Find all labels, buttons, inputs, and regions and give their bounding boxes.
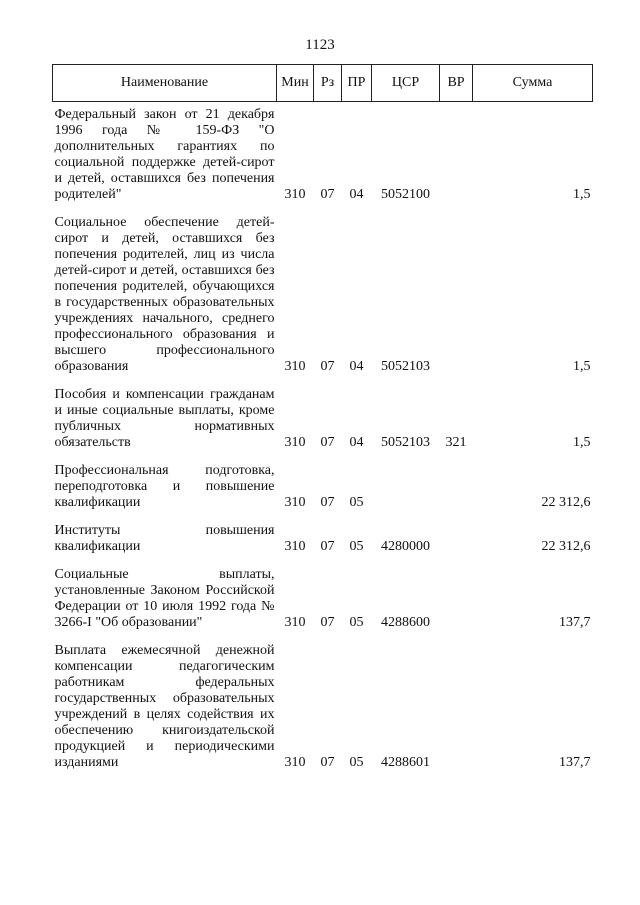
row-min: 310 [284, 615, 306, 630]
row-pr: 04 [349, 435, 364, 450]
row-name: Пособия и компенсации гражданам и иные социальные выплаты, кроме публичных нормативных обязательств [54, 387, 275, 450]
header-name: Наименование [53, 65, 277, 102]
row-pr: 05 [349, 615, 364, 630]
row-vr [440, 102, 473, 211]
row-name: Институты повышения квалификации [54, 523, 275, 554]
row-csr [372, 458, 440, 518]
header-pr: ПР [342, 65, 372, 102]
budget-table [52, 64, 593, 778]
row-sum: 1,5 [573, 187, 591, 202]
row-min: 310 [284, 187, 306, 202]
row-csr: 4288601 [381, 755, 430, 770]
row-csr: 4288600 [381, 615, 430, 630]
header-min: Мин [277, 65, 314, 102]
row-vr [440, 562, 473, 638]
row-sum: 1,5 [573, 359, 591, 374]
table-row [53, 210, 593, 382]
table-header-row [53, 65, 593, 102]
row-vr: 321 [445, 435, 467, 450]
row-min: 310 [284, 539, 306, 554]
row-name: Социальное обеспечение детей-сирот и детей, оставшихся без попечения родителей, лиц из числа детей-сирот и детей, оставшихся без попечения родителей, обучающихся в государственных образовательных учреждениях начального, среднего профессионального образования и высшего профессионального образования [54, 215, 275, 374]
row-pr: 04 [349, 359, 364, 374]
row-rz: 07 [320, 539, 335, 554]
table-row [53, 382, 593, 458]
row-vr [440, 210, 473, 382]
row-rz: 07 [320, 755, 335, 770]
page-number: 1123 [305, 37, 335, 53]
row-sum: 22 312,6 [541, 495, 591, 510]
row-vr [440, 458, 473, 518]
row-rz: 07 [320, 187, 335, 202]
table-row [53, 458, 593, 518]
row-name: Профессиональная подготовка, переподготовка и повышение квалификации [54, 463, 275, 510]
row-vr [440, 638, 473, 778]
row-name: Социальные выплаты, установленные Законом Российской Федерации от 10 июля 1992 года № 3266-I "Об образовании" [54, 567, 275, 630]
row-sum: 22 312,6 [541, 539, 591, 554]
row-sum: 1,5 [573, 435, 591, 450]
table-row [53, 562, 593, 638]
table-row [53, 638, 593, 778]
header-vr: ВР [440, 65, 473, 102]
row-rz: 07 [320, 615, 335, 630]
row-min: 310 [284, 755, 306, 770]
row-csr: 4280000 [381, 539, 430, 554]
row-csr: 5052100 [381, 187, 430, 202]
row-csr: 5052103 [381, 435, 430, 450]
row-min: 310 [284, 495, 306, 510]
row-rz: 07 [320, 359, 335, 374]
table-row [53, 518, 593, 562]
row-rz: 07 [320, 495, 335, 510]
row-name: Выплата ежемесячной денежной компенсации педагогическим работникам федеральных государственных образовательных учреждений в целях содействия их обеспечению книгоиздательской продукцией и периодическими изданиями [54, 643, 275, 770]
row-min: 310 [284, 359, 306, 374]
row-sum: 137,7 [559, 755, 591, 770]
row-pr: 05 [349, 495, 364, 510]
row-rz: 07 [320, 435, 335, 450]
row-vr [440, 518, 473, 562]
header-sum: Сумма [473, 65, 593, 102]
header-rz: Рз [314, 65, 342, 102]
row-min: 310 [284, 435, 306, 450]
row-sum: 137,7 [559, 615, 591, 630]
table-row [53, 102, 593, 211]
header-csr: ЦСР [372, 65, 440, 102]
row-pr: 05 [349, 755, 364, 770]
row-pr: 04 [349, 187, 364, 202]
row-name: Федеральный закон от 21 декабря 1996 года № 159-ФЗ "О дополнительных гарантиях по социальной поддержке детей-сирот и детей, оставшихся без попечения родителей" [54, 107, 275, 202]
row-pr: 05 [349, 539, 364, 554]
row-csr: 5052103 [381, 359, 430, 374]
